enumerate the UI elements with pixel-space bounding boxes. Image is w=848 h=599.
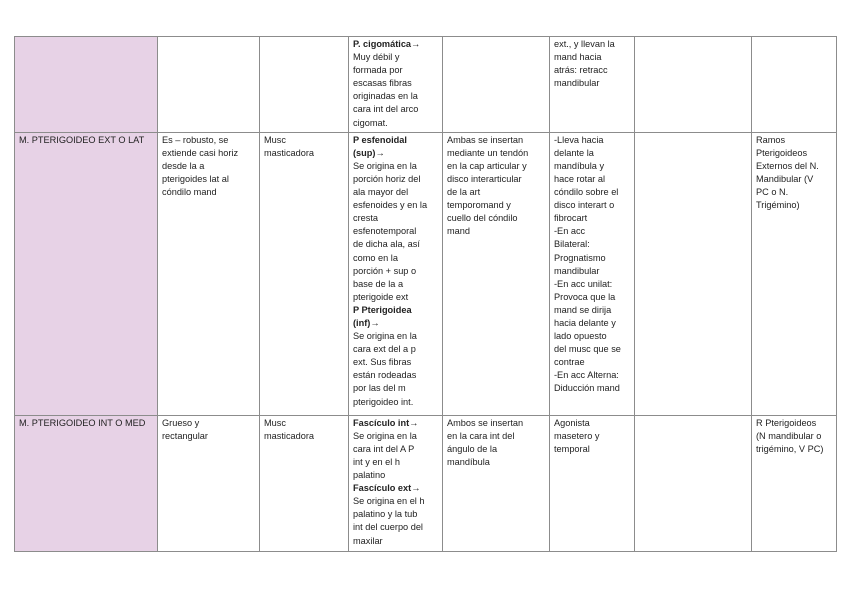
muscle-name-cell: M. PTERIGOIDEO INT O MED xyxy=(15,415,158,551)
muscle-table xyxy=(14,36,837,552)
extra-cell xyxy=(635,415,752,551)
table-row xyxy=(15,37,837,133)
type-cell xyxy=(260,37,349,133)
origin-cell: P. cigomática→ Muy débil y formada por escasas fibras originadas en la cara int del arco cigomat. xyxy=(349,37,443,133)
innervation-cell: Ramos Pterigoideos Externos del N. Mandibular (V PC o N. Trigémino) xyxy=(752,132,837,415)
innervation-cell: R Pterigoideos (N mandibular o trigémino, V PC) xyxy=(752,415,837,551)
innervation-cell xyxy=(752,37,837,133)
type-cell: Musc masticadora xyxy=(260,132,349,415)
description-cell: Grueso y rectangular xyxy=(158,415,260,551)
extra-cell xyxy=(635,37,752,133)
origin-cell: Fascículo int→ Se origina en la cara int del A P int y en el h palatino Fascículo ext→ Se origina en el h palatino y la tub int del cuerpo del maxilar xyxy=(349,415,443,551)
action-cell: -Lleva hacia delante la mandíbula y hace rotar al cóndilo sobre el disco interart o fibrocart -En acc Bilateral: Prognatismo mandibular -En acc unilat: Provoca que la mand se dirija hacia delante y lado opuesto del musc que se contrae -En acc Alterna: Diducción mand xyxy=(550,132,635,415)
muscle-name-cell xyxy=(15,37,158,133)
action-cell: Agonista masetero y temporal xyxy=(550,415,635,551)
insertion-cell: Ambos se insertan en la cara int del ángulo de la mandíbula xyxy=(443,415,550,551)
description-cell: Es – robusto, se extiende casi horiz desde la a pterigoides lat al cóndilo mand xyxy=(158,132,260,415)
origin-cell: P esfenoidal (sup)→ Se origina en la porción horiz del ala mayor del esfenoides y en la cresta esfenotemporal de dicha ala, así como en la porción + sup o base de la a pterigoide ext P Pterigoidea (inf)→ Se origina en la cara ext del a p ext. Sus fibras están rodeadas por las del m pterigoideo int. xyxy=(349,132,443,415)
insertion-cell xyxy=(443,37,550,133)
insertion-cell: Ambas se insertan mediante un tendón en la cap articular y disco interarticular de la art temporomand y cuello del cóndilo mand xyxy=(443,132,550,415)
table-row xyxy=(15,132,837,415)
description-cell xyxy=(158,37,260,133)
table-row xyxy=(15,415,837,551)
muscle-name-cell: M. PTERIGOIDEO EXT O LAT xyxy=(15,132,158,415)
action-cell: ext., y llevan la mand hacia atrás: retracc mandibular xyxy=(550,37,635,133)
extra-cell xyxy=(635,132,752,415)
type-cell: Musc masticadora xyxy=(260,415,349,551)
